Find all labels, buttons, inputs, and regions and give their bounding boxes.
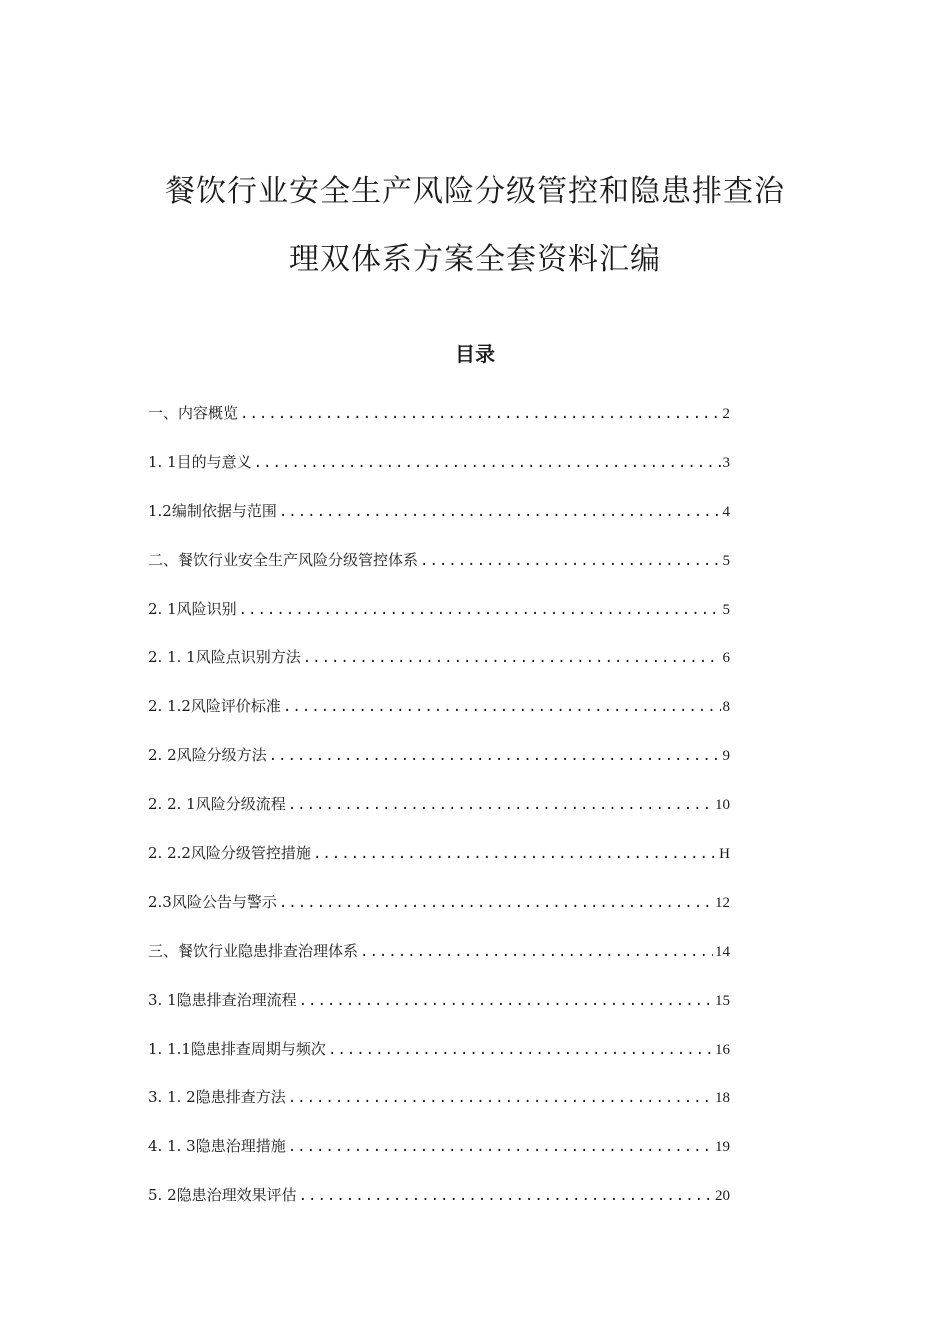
toc-entry-page: 3	[722, 454, 730, 471]
toc-entry-page: 8	[722, 699, 730, 716]
toc-entry-label: 1. 1.1隐患排查周期与频次	[148, 1039, 326, 1058]
toc-entry-page: 15	[715, 992, 730, 1009]
toc-entry-label: 2. 1. 1风险点识别方法	[148, 648, 301, 667]
toc-entry[interactable]	[148, 451, 730, 500]
toc-entry[interactable]	[148, 695, 730, 744]
toc-dot-leader	[328, 1042, 713, 1058]
toc-entry-label: 1.2编制依据与范围	[148, 501, 277, 520]
toc-dot-leader	[288, 1090, 713, 1106]
toc-entry[interactable]	[148, 940, 730, 989]
toc-entry-page: 4	[722, 503, 730, 520]
toc-dot-leader	[283, 699, 721, 715]
toc-entry-label: 2.3风险公告与警示	[148, 892, 277, 911]
toc-heading: 目录	[455, 342, 495, 366]
toc-dot-leader	[240, 406, 720, 422]
toc-dot-leader	[299, 1188, 713, 1204]
toc-dot-leader	[269, 748, 721, 764]
toc-dot-leader	[313, 846, 717, 862]
toc-entry-label: 2. 2.2风险分级管控措施	[148, 844, 311, 863]
toc-entry[interactable]	[148, 1135, 730, 1184]
toc-entry-page: 9	[722, 748, 730, 765]
toc-entry[interactable]	[148, 891, 730, 940]
toc-entry-label: 二、餐饮行业安全生产风险分级管控体系	[148, 550, 419, 569]
toc-dot-leader	[303, 650, 721, 666]
toc-entry-page: H	[719, 846, 730, 863]
document-title-line-1: 餐饮行业安全生产风险分级管控和隐患排查治	[165, 174, 785, 209]
toc-entry-label: 5. 2隐患治理效果评估	[148, 1186, 297, 1205]
toc-dot-leader	[360, 944, 713, 960]
toc-entry[interactable]	[148, 793, 730, 842]
toc-entry[interactable]	[148, 500, 730, 549]
toc-entry-page: 19	[715, 1139, 730, 1156]
toc-entry[interactable]	[148, 989, 730, 1038]
toc-entry-page: 16	[715, 1041, 730, 1058]
toc-entry-label: 三、餐饮行业隐患排查治理体系	[148, 941, 359, 960]
document-title-line-2: 理双体系方案全套资料汇编	[289, 242, 661, 277]
toc-entry-label: 2. 1.2风险评价标准	[148, 697, 281, 716]
toc-dot-leader	[420, 553, 720, 569]
toc-entry[interactable]	[148, 842, 730, 891]
table-of-contents	[148, 402, 730, 1233]
toc-entry[interactable]	[148, 744, 730, 793]
toc-entry-page: 14	[715, 943, 730, 960]
toc-entry-page: 20	[715, 1188, 730, 1205]
toc-entry-page: 10	[715, 797, 730, 814]
toc-entry-label: 1. 1目的与意义	[148, 452, 252, 471]
toc-dot-leader	[299, 993, 713, 1009]
toc-dot-leader	[279, 895, 713, 911]
toc-dot-leader	[288, 1139, 713, 1155]
toc-dot-leader	[254, 455, 721, 471]
toc-entry[interactable]	[148, 1184, 730, 1233]
toc-dot-leader	[239, 602, 721, 618]
toc-entry-page: 6	[722, 650, 730, 667]
toc-entry-label: 4. 1. 3隐患治理措施	[148, 1137, 286, 1156]
toc-entry[interactable]	[148, 646, 730, 695]
toc-entry-page: 18	[715, 1090, 730, 1107]
toc-entry[interactable]	[148, 549, 730, 598]
toc-entry[interactable]	[148, 1086, 730, 1135]
toc-entry[interactable]	[148, 402, 730, 451]
toc-entry-label: 3. 1. 2隐患排查方法	[148, 1088, 286, 1107]
toc-entry-page: 12	[715, 894, 730, 911]
toc-dot-leader	[279, 504, 721, 520]
toc-entry-page: 2	[722, 406, 730, 422]
toc-entry[interactable]	[148, 598, 730, 647]
toc-entry-label: 3. 1隐患排查治理流程	[148, 990, 297, 1009]
toc-entry-label: 一、内容概览	[148, 404, 239, 422]
toc-entry-page: 5	[722, 552, 730, 569]
toc-entry-label: 2. 2风险分级方法	[148, 746, 267, 765]
toc-entry-label: 2. 2. 1风险分级流程	[148, 795, 286, 814]
toc-entry-page: 5	[722, 601, 730, 618]
toc-dot-leader	[288, 797, 713, 813]
toc-entry-label: 2. 1风险识别	[148, 599, 237, 618]
toc-entry[interactable]	[148, 1038, 730, 1087]
